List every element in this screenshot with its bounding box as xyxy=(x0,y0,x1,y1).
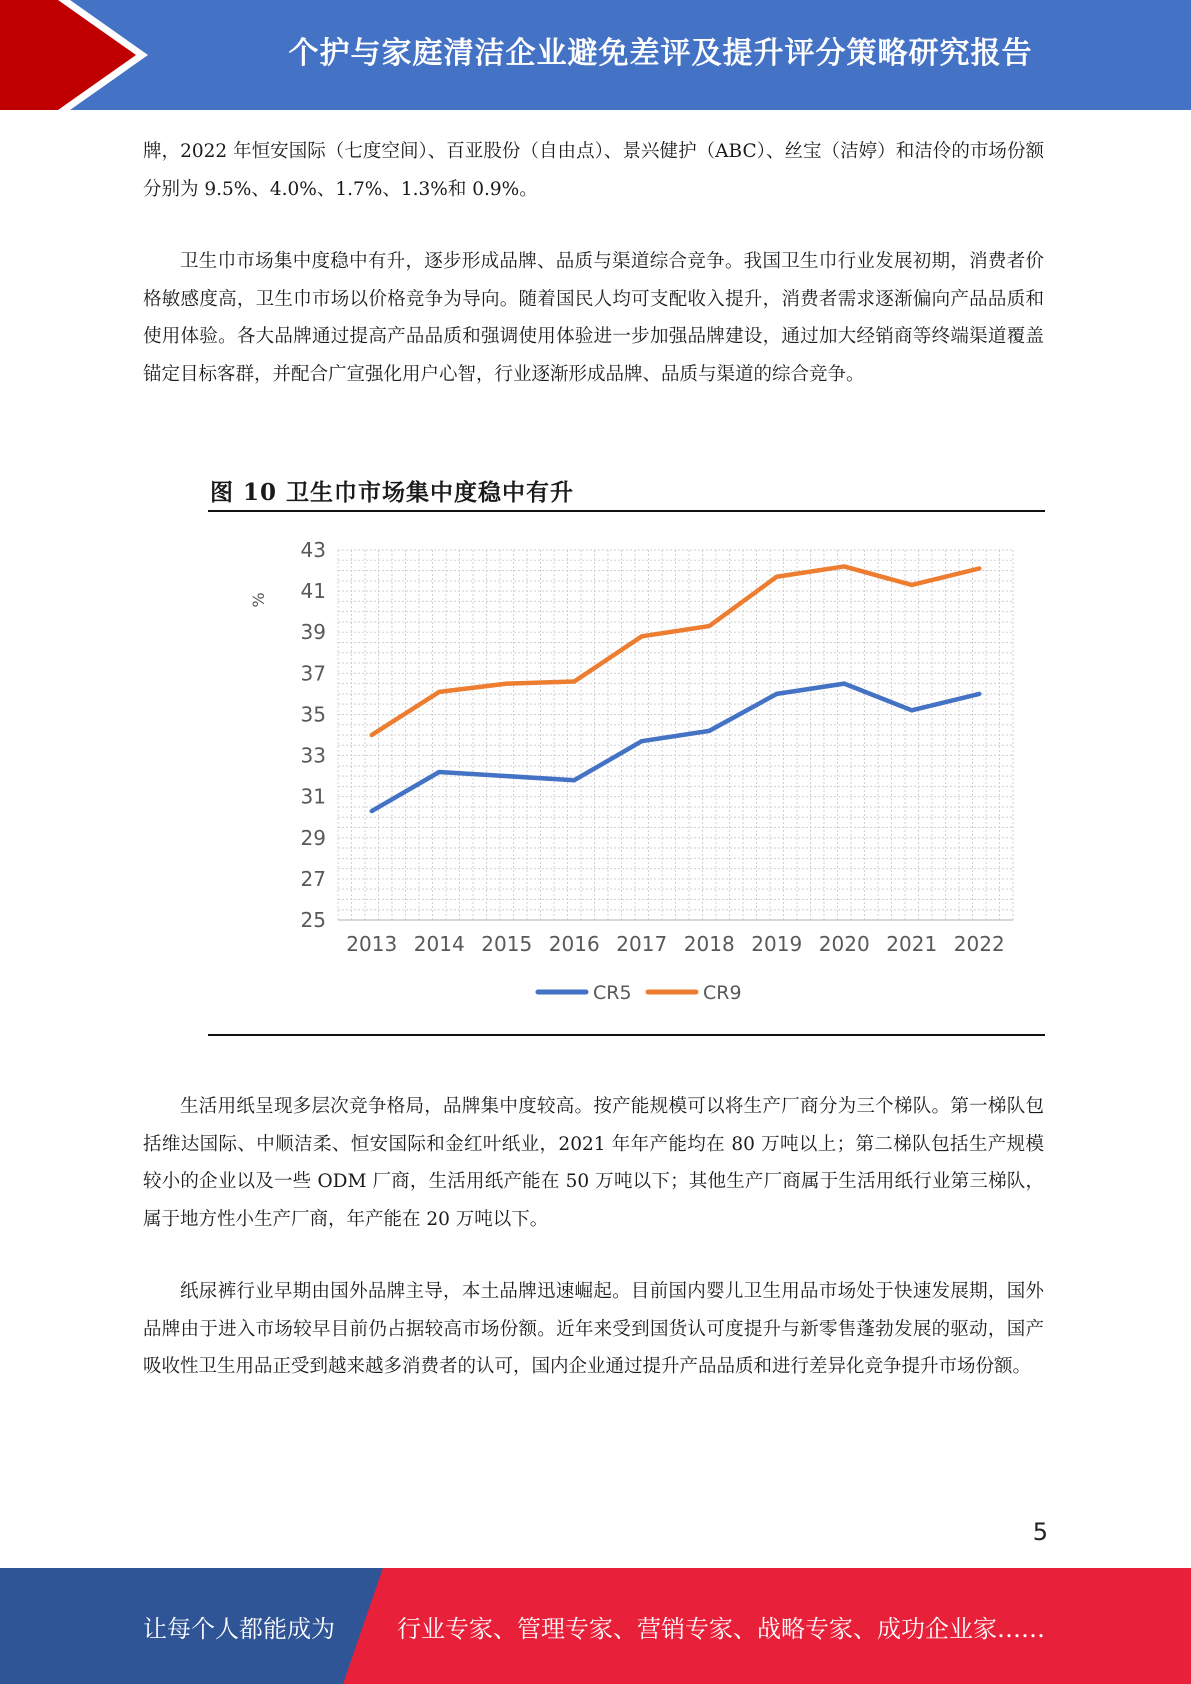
y-tick-label: 35 xyxy=(300,702,326,727)
y-tick-label: 37 xyxy=(300,661,326,686)
x-tick-label: 2017 xyxy=(616,932,668,956)
data-point-cr9 xyxy=(640,634,644,638)
data-point-cr5 xyxy=(505,774,509,778)
y-tick-label: 43 xyxy=(300,538,326,562)
y-tick-label: 39 xyxy=(300,620,326,645)
data-point-cr5 xyxy=(842,682,846,686)
data-point-cr5 xyxy=(775,692,779,696)
data-point-cr9 xyxy=(977,567,981,571)
data-point-cr5 xyxy=(572,778,576,782)
y-tick-label: 29 xyxy=(300,825,326,850)
chart-legend xyxy=(538,982,742,1004)
data-point-cr9 xyxy=(775,575,779,579)
paragraph-1: 牌，2022 年恒安国际（七度空间）、百亚股份（自由点）、景兴健护（ABC）、丝宝（洁婷）和洁伶的市场份额分别为 9.5%、4.0%、1.7%、1.3%和 0.9%。 xyxy=(143,141,1044,200)
page-header xyxy=(0,0,1191,110)
line-chart xyxy=(208,520,1045,1020)
legend-label-cr9: CR9 xyxy=(703,982,742,1004)
data-point-cr9 xyxy=(572,680,576,684)
paragraph-2: 卫生巾市场集中度稳中有升，逐步形成品牌、品质与渠道综合竞争。我国卫生巾行业发展初期，消费者价格敏感度高，卫生巾市场以价格竞争为导向。随着国民人均可支配收入提升，消费者需求逐渐偏向产品品质和使用体验。各大品牌通过提高产品品质和强调使用体验进一步加强品牌建设，通过加大经销商等终端渠道覆盖锚定目标客群，并配合广宣强化用户心智，行业逐渐形成品牌、品质与渠道的综合竞争。 xyxy=(143,251,1044,385)
legend-label-cr5: CR5 xyxy=(593,982,632,1004)
data-point-cr9 xyxy=(910,583,914,587)
figure-top-rule xyxy=(208,510,1045,512)
data-point-cr5 xyxy=(707,729,711,733)
x-tick-label: 2015 xyxy=(481,932,533,956)
data-point-cr5 xyxy=(437,770,441,774)
x-tick-label: 2013 xyxy=(346,932,398,956)
x-tick-label: 2022 xyxy=(953,932,1005,956)
y-tick-label: 33 xyxy=(300,743,326,768)
data-point-cr5 xyxy=(640,739,644,743)
y-tick-label: 27 xyxy=(300,866,326,891)
x-tick-label: 2016 xyxy=(548,932,600,956)
header-chevron-decoration xyxy=(0,0,150,110)
paragraph-4: 纸尿裤行业早期由国外品牌主导，本土品牌迅速崛起。目前国内婴儿卫生用品市场处于快速发展期，国外品牌由于进入市场较早目前仍占据较高市场份额。近年来受到国货认可度提升与新零售蓬勃发展的驱动，国产吸收性卫生用品正受到越来越多消费者的认可，国内企业通过提升产品品质和进行差异化竞争提升市场份额。 xyxy=(143,1281,1044,1377)
data-point-cr9 xyxy=(842,564,846,568)
data-point-cr5 xyxy=(977,692,981,696)
data-point-cr5 xyxy=(910,708,914,712)
y-tick-label: 25 xyxy=(300,908,326,932)
data-point-cr5 xyxy=(370,809,374,813)
data-point-cr9 xyxy=(437,690,441,694)
x-tick-label: 2018 xyxy=(683,932,735,956)
paragraph-3: 生活用纸呈现多层次竞争格局，品牌集中度较高。按产能规模可以将生产厂商分为三个梯队。第一梯队包括维达国际、中顺洁柔、恒安国际和金红叶纸业，2021 年年产能均在 80 万吨以上；第二梯队包括生产规模较小的企业以及一些 ODM 厂商，生活用纸产能在 50 万吨以下；其他生产厂商属于生活用纸行业第三梯队，属于地方性小生产厂商，年产能在 20 万吨以下。 xyxy=(143,1096,1044,1230)
footer-slogan-left: 让每个人都能成为 xyxy=(143,1614,335,1643)
x-tick-label: 2020 xyxy=(818,932,870,956)
figure-bottom-rule xyxy=(208,1034,1045,1036)
x-tick-label: 2021 xyxy=(886,932,938,956)
x-tick-label: 2014 xyxy=(413,932,465,956)
data-point-cr9 xyxy=(370,733,374,737)
y-axis-label: % xyxy=(249,592,268,608)
report-title: 个护与家庭清洁企业避免差评及提升评分策略研究报告 xyxy=(288,36,1033,71)
footer-slogan-right: 行业专家、管理专家、营销专家、战略专家、成功企业家…… xyxy=(397,1614,1045,1643)
data-point-cr9 xyxy=(707,624,711,628)
y-tick-label: 31 xyxy=(300,784,326,809)
page-number: 5 xyxy=(1032,1518,1048,1546)
figure-title: 图 10 卫生巾市场集中度稳中有升 xyxy=(210,479,575,506)
page-footer xyxy=(0,1568,1191,1684)
data-point-cr9 xyxy=(505,682,509,686)
y-tick-label: 41 xyxy=(300,579,326,604)
x-tick-label: 2019 xyxy=(751,932,803,956)
